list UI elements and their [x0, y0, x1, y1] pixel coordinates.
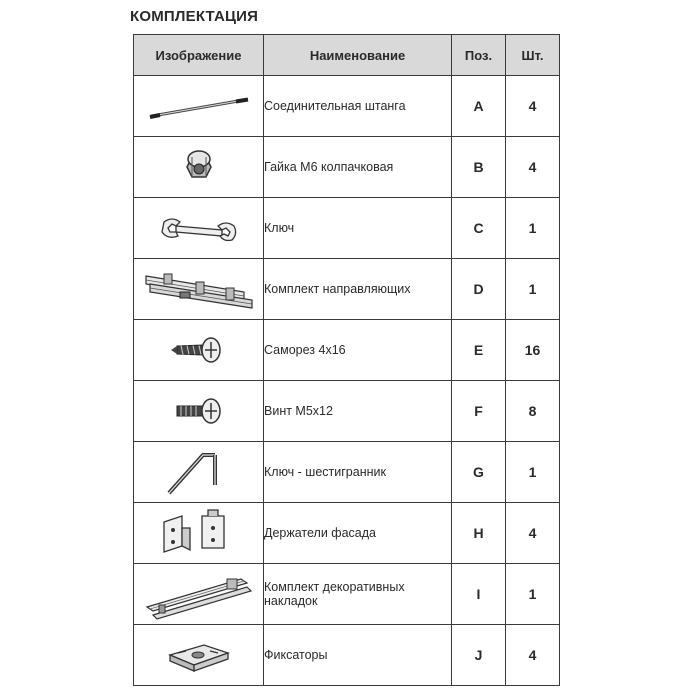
clamps-icon: [154, 633, 244, 677]
wrench-icon: [154, 208, 244, 248]
item-pos: C: [452, 198, 506, 259]
item-qty: 1: [506, 442, 560, 503]
cap-nut-icon: [174, 145, 224, 189]
page-title: КОМПЛЕКТАЦИЯ: [130, 8, 259, 25]
item-name: Соединительная штанга: [264, 76, 452, 137]
item-image-cell: [134, 76, 264, 137]
item-name: Саморез 4х16: [264, 320, 452, 381]
item-qty: 1: [506, 198, 560, 259]
item-name: Ключ: [264, 198, 452, 259]
item-image-cell: [134, 381, 264, 442]
item-pos: D: [452, 259, 506, 320]
header-qty: Шт.: [506, 35, 560, 76]
item-qty: 4: [506, 503, 560, 564]
item-qty: 1: [506, 564, 560, 625]
item-pos: B: [452, 137, 506, 198]
item-name: Фиксаторы: [264, 625, 452, 686]
item-qty: 4: [506, 76, 560, 137]
item-name: Винт М5х12: [264, 381, 452, 442]
item-pos: I: [452, 564, 506, 625]
table-row: [134, 137, 560, 198]
decorative-trims-icon: [141, 567, 257, 621]
screw-icon: [169, 391, 229, 431]
item-qty: 8: [506, 381, 560, 442]
table-row: [134, 564, 560, 625]
table-row: [134, 442, 560, 503]
table-row: [134, 320, 560, 381]
table-row: [134, 198, 560, 259]
item-name: Ключ - шестигранник: [264, 442, 452, 503]
table-row: [134, 381, 560, 442]
item-pos: H: [452, 503, 506, 564]
parts-table: [133, 34, 560, 686]
item-name: Комплект направляющих: [264, 259, 452, 320]
item-name: Гайка М6 колпачковая: [264, 137, 452, 198]
table-row: [134, 503, 560, 564]
item-name: Держатели фасада: [264, 503, 452, 564]
header-name: Наименование: [264, 35, 452, 76]
item-image-cell: [134, 198, 264, 259]
header-image: Изображение: [134, 35, 264, 76]
item-pos: E: [452, 320, 506, 381]
item-qty: 4: [506, 137, 560, 198]
item-image-cell: [134, 503, 264, 564]
item-image-cell: [134, 625, 264, 686]
table-row: [134, 76, 560, 137]
item-image-cell: [134, 259, 264, 320]
item-pos: F: [452, 381, 506, 442]
connecting-rod-icon: [144, 86, 254, 126]
item-qty: 4: [506, 625, 560, 686]
header-pos: Поз.: [452, 35, 506, 76]
item-image-cell: [134, 564, 264, 625]
guide-rails-icon: [140, 262, 258, 316]
item-pos: A: [452, 76, 506, 137]
facade-holders-icon: [154, 506, 244, 560]
item-image-cell: [134, 320, 264, 381]
item-name: Комплект декоративных накладок: [264, 564, 452, 625]
hex-key-icon: [159, 445, 239, 499]
self-tapping-screw-icon: [169, 330, 229, 370]
item-pos: G: [452, 442, 506, 503]
item-image-cell: [134, 137, 264, 198]
item-pos: J: [452, 625, 506, 686]
table-header-row: [134, 35, 560, 76]
item-qty: 1: [506, 259, 560, 320]
table-row: [134, 259, 560, 320]
item-qty: 16: [506, 320, 560, 381]
table-row: [134, 625, 560, 686]
item-image-cell: [134, 442, 264, 503]
